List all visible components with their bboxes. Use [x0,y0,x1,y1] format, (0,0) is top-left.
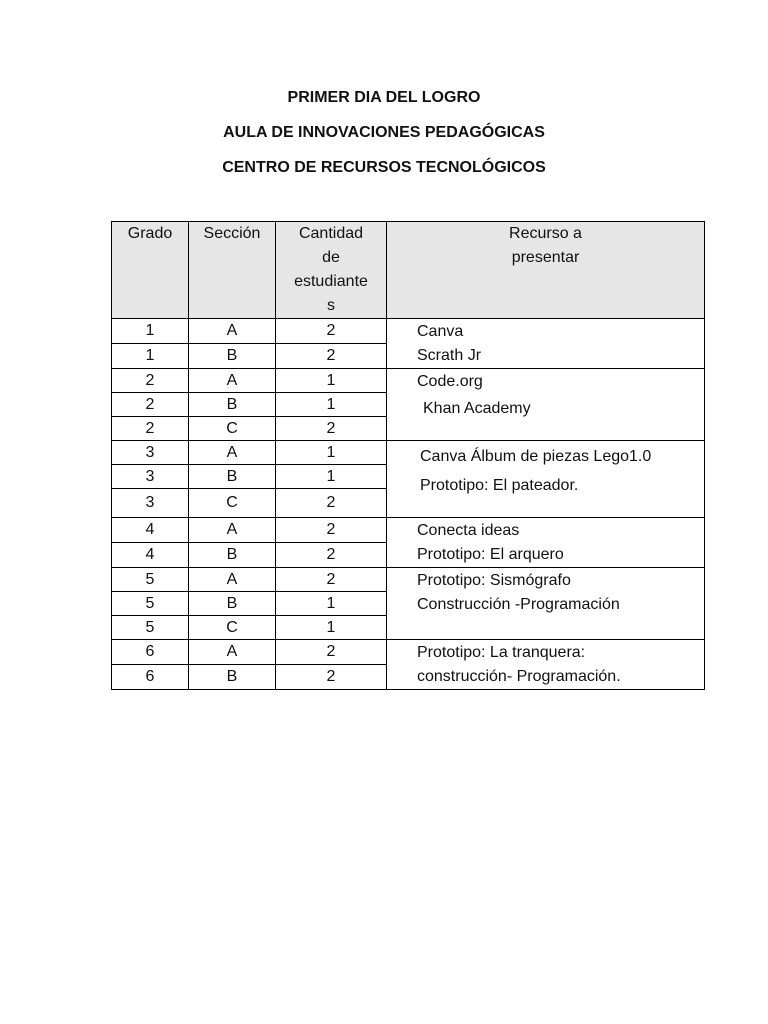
cell-grado: 5 [112,568,189,592]
cell-cantidad: 2 [276,417,387,441]
cell-cantidad: 2 [276,665,387,690]
cell-cantidad: 1 [276,465,387,489]
cell-seccion: A [189,369,276,393]
cell-seccion: A [189,640,276,665]
cell-seccion: A [189,568,276,592]
cell-seccion: A [189,441,276,465]
cell-grado: 4 [112,543,189,568]
cell-cantidad: 2 [276,640,387,665]
table-row [112,369,705,393]
table-row [112,441,705,465]
cell-recurso: Canva Scrath Jr [387,319,705,369]
document-subtitle-2: CENTRO DE RECURSOS TECNOLÓGICOS [222,159,546,176]
cell-seccion: C [189,417,276,441]
cell-grado: 5 [112,592,189,616]
cell-cantidad: 2 [276,344,387,369]
table-header-row [112,222,705,319]
cell-recurso: Prototipo: Sismógrafo Construcción -Programación [387,568,705,640]
table-row [112,640,705,665]
header-grado: Grado [112,222,189,319]
cell-seccion: B [189,543,276,568]
cell-cantidad: 1 [276,592,387,616]
table-row [112,518,705,543]
cell-seccion: A [189,518,276,543]
cell-seccion: B [189,344,276,369]
cell-seccion: B [189,465,276,489]
cell-cantidad: 1 [276,616,387,640]
cell-cantidad: 2 [276,518,387,543]
cell-cantidad: 1 [276,393,387,417]
schedule-table [111,221,705,690]
header-seccion: Sección [189,222,276,319]
header-recurso: Recurso a presentar [387,222,705,319]
cell-grado: 2 [112,369,189,393]
cell-cantidad: 1 [276,369,387,393]
cell-grado: 1 [112,344,189,369]
cell-cantidad: 2 [276,319,387,344]
cell-grado: 3 [112,441,189,465]
table-row [112,568,705,592]
cell-grado: 2 [112,393,189,417]
document-subtitle: AULA DE INNOVACIONES PEDAGÓGICAS [223,124,545,141]
cell-cantidad: 2 [276,568,387,592]
document-title: PRIMER DIA DEL LOGRO [287,89,481,106]
cell-seccion: B [189,393,276,417]
cell-grado: 5 [112,616,189,640]
cell-seccion: B [189,665,276,690]
cell-cantidad: 1 [276,441,387,465]
cell-grado: 1 [112,319,189,344]
header-cantidad: Cantidad de estudiante s [276,222,387,319]
cell-recurso: Code.org Khan Academy [387,369,705,441]
cell-seccion: B [189,592,276,616]
cell-recurso: Conecta ideas Prototipo: El arquero [387,518,705,568]
cell-grado: 6 [112,665,189,690]
cell-recurso: Prototipo: La tranquera: construcción- Programación. [387,640,705,690]
cell-seccion: C [189,616,276,640]
cell-seccion: A [189,319,276,344]
cell-seccion: C [189,489,276,518]
cell-recurso: Canva Álbum de piezas Lego1.0 Prototipo: El pateador. [387,441,705,518]
cell-grado: 4 [112,518,189,543]
table-row [112,319,705,344]
cell-grado: 6 [112,640,189,665]
cell-cantidad: 2 [276,543,387,568]
cell-cantidad: 2 [276,489,387,518]
cell-grado: 3 [112,465,189,489]
cell-grado: 3 [112,489,189,518]
cell-grado: 2 [112,417,189,441]
